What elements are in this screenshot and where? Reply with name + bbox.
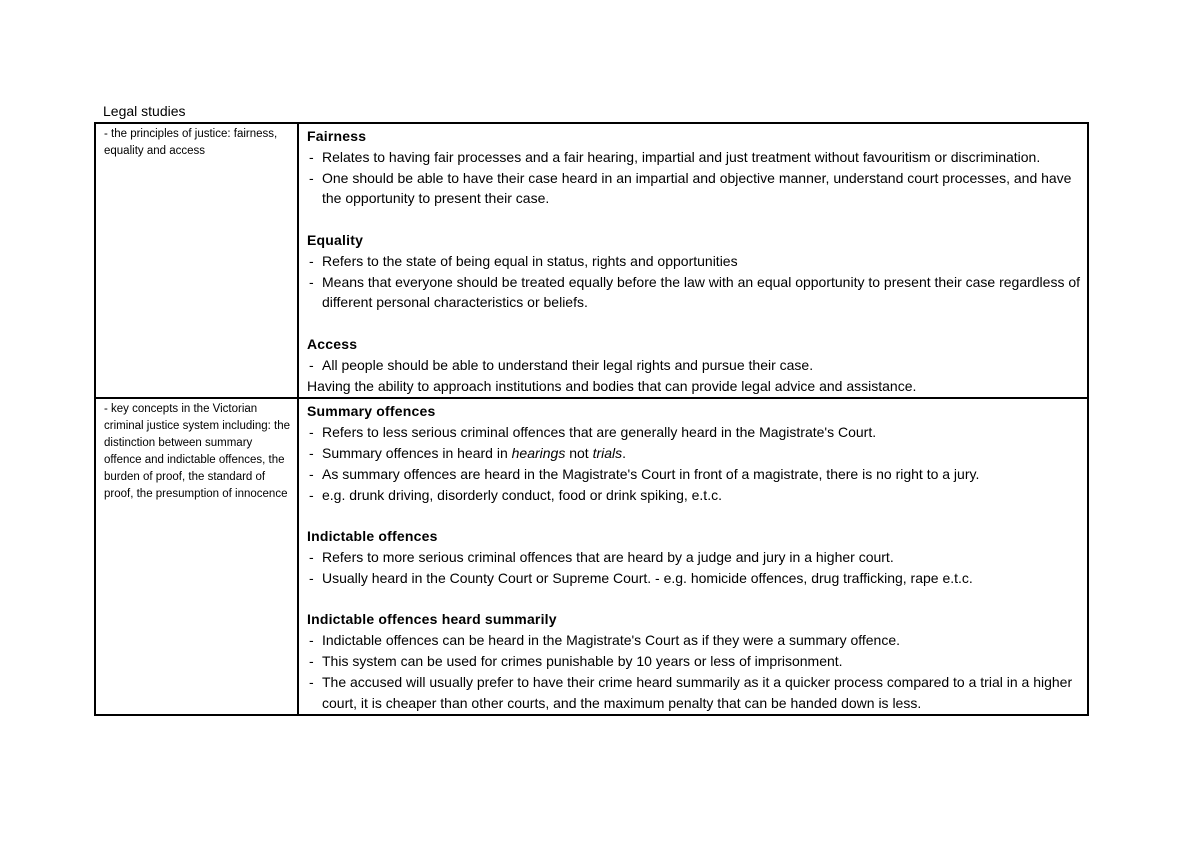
list-item: - This system can be used for crimes punishable by 10 years or less of imprisonment. xyxy=(307,651,1081,672)
list-item: - Indictable offences can be heard in the Magistrate's Court as if they were a summary offence. xyxy=(307,630,1081,651)
notes-table xyxy=(94,122,1089,716)
detail-cell xyxy=(298,123,1088,398)
topic-cell: - the principles of justice: fairness, equality and access xyxy=(95,123,298,398)
topic-cell: - key concepts in the Victorian criminal justice system including: the distinction between summary offence and indictable offences, the burden of proof, the standard of proof, the presumption of innocence xyxy=(95,398,298,715)
section-indictable-heard-summarily xyxy=(307,609,1081,713)
section-access xyxy=(307,334,1081,396)
list-item: - Means that everyone should be treated equally before the law with an equal opportunity to present their case regardless of different personal characteristics or beliefs. xyxy=(307,272,1081,314)
list-item: - Refers to less serious criminal offences that are generally heard in the Magistrate's Court. xyxy=(307,422,1081,443)
list-item: - As summary offences are heard in the Magistrate's Court in front of a magistrate, there is no right to a jury. xyxy=(307,464,1081,485)
section-heading: Equality xyxy=(307,231,364,248)
section-heading: Indictable offences heard summarily xyxy=(307,611,557,628)
section-note: Having the ability to approach institutions and bodies that can provide legal advice and assistance. xyxy=(307,377,917,394)
bullet-list xyxy=(307,355,1081,376)
bullet-list xyxy=(307,422,1081,505)
table-row xyxy=(95,398,1088,715)
section-heading: Indictable offences xyxy=(307,528,438,545)
bullet-list xyxy=(307,547,1081,589)
list-item: - Refers to the state of being equal in status, rights and opportunities xyxy=(307,251,1081,272)
list-item: - Usually heard in the County Court or Supreme Court. - e.g. homicide offences, drug trafficking, rape e.t.c. xyxy=(307,568,1081,589)
list-item: - Relates to having fair processes and a fair hearing, impartial and just treatment without favouritism or discrimination. xyxy=(307,147,1081,168)
section-indictable-offences xyxy=(307,526,1081,588)
section-equality xyxy=(307,230,1081,313)
list-item: - The accused will usually prefer to have their crime heard summarily as it a quicker process compared to a trial in a higher court, it is cheaper than other courts, and the maximum penalty that can be handed down is less. xyxy=(307,672,1081,714)
section-heading: Access xyxy=(307,335,358,352)
detail-cell xyxy=(298,398,1088,715)
section-summary-offences xyxy=(307,401,1081,505)
list-item: - Refers to more serious criminal offences that are heard by a judge and jury in a higher court. xyxy=(307,547,1081,568)
bullet-list xyxy=(307,251,1081,313)
list-item: - e.g. drunk driving, disorderly conduct, food or drink spiking, e.t.c. xyxy=(307,485,1081,506)
list-item: - All people should be able to understand their legal rights and pursue their case. xyxy=(307,355,1081,376)
list-item: - Summary offences in heard in hearings not trials. xyxy=(307,443,1081,464)
emphasis-text: trials xyxy=(592,444,623,461)
section-heading: Fairness xyxy=(307,128,367,144)
document-title: Legal studies xyxy=(103,103,186,119)
emphasis-text: hearings xyxy=(511,444,566,461)
section-fairness xyxy=(307,126,1081,209)
bullet-list xyxy=(307,147,1081,209)
list-item: - One should be able to have their case heard in an impartial and objective manner, understand court processes, and have the opportunity to present their case. xyxy=(307,168,1081,210)
bullet-list xyxy=(307,630,1081,713)
section-heading: Summary offences xyxy=(307,403,436,420)
table-row xyxy=(95,123,1088,398)
